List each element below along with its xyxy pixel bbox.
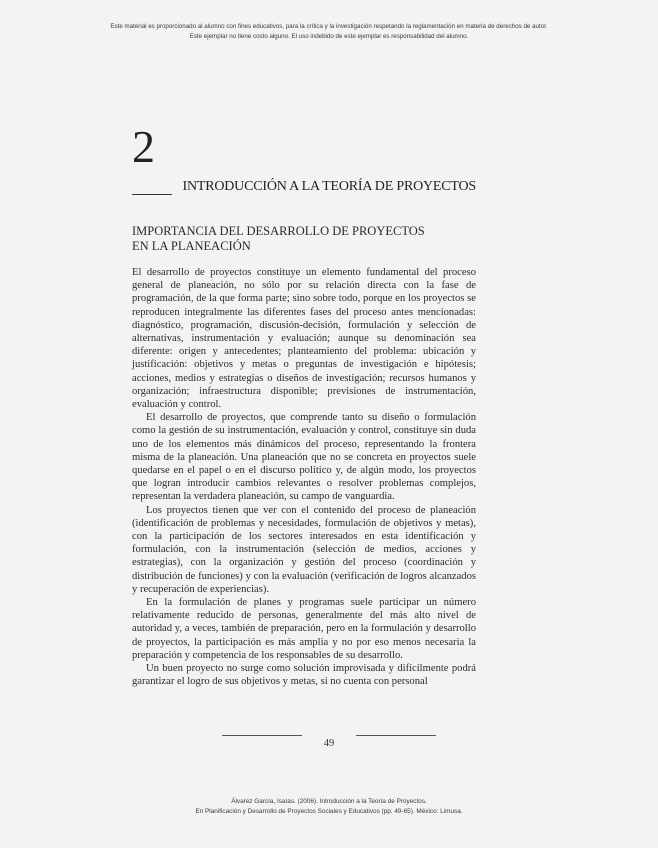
section-heading bbox=[132, 224, 476, 254]
citation-line-2: En Planificación y Desarrollo de Proyectos Sociales y Educativos (pp. 49-65). México: Limusa. bbox=[195, 808, 463, 815]
footer-rule-right bbox=[356, 735, 436, 736]
copyright-notice bbox=[0, 22, 658, 42]
section-heading-line-2: EN LA PLANEACIÓN bbox=[132, 239, 251, 253]
copyright-notice-line-1: Este material es proporcionado al alumno con fines educativos, para la crítica y la investigación respetando la reglamentación en materia de derechos de autor. bbox=[110, 23, 548, 30]
citation bbox=[0, 797, 658, 817]
chapter-number: 2 bbox=[132, 121, 155, 172]
section-heading-line-1: IMPORTANCIA DEL DESARROLLO DE PROYECTOS bbox=[132, 224, 425, 238]
paragraph: El desarrollo de proyectos constituye un elemento fundamental del proceso general de planeación, no sólo por su relación directa con la fase de programación, de la que forma parte; sino sobre todo, porque en los proyectos se reproducen integralmente las diferentes fases del proceso antes mencionadas: diagnóstico, programación, discusión-decisión, formulación y selección de alternativas, instrumentación y evaluación; aunque su denominación sea diferente: origen y antecedentes; planteamiento del problema: ubicación y justificación: objetivos y metas o preguntas de investigación e hipótesis; acciones, medios y estrategias o diseños de investigación; recursos humanos y organización; infraestructura disponible; previsiones de instrumentación, evaluación y control. bbox=[132, 267, 476, 411]
chapter-title: INTRODUCCIÓN A LA TEORÍA DE PROYECTOS bbox=[172, 179, 476, 195]
body-text bbox=[132, 266, 476, 689]
paragraph: En la formulación de planes y programas suele participar un número relativamente reducido de personas, generalmente del más alto nivel de autoridad y, a veces, también de preparación, pero en la formulación y desarrollo de proyectos, la participación es más amplia y no por eso menos necesaria la preparación y competencia de los responsables de su desarrollo. bbox=[132, 597, 476, 661]
paragraph: Los proyectos tienen que ver con el contenido del proceso de planeación (identificación de problemas y necesidades, formulación de objetivos y metas), con la participación de los sectores interesados en esta identificación y formulación, con la instrumentación (selección de medios, acciones y estrategias), con la organización y gestión del proceso (coordinación y distribución de funciones) y con la evaluación (verificación de logros alcanzados y recuperación de experiencias). bbox=[132, 504, 476, 595]
paragraph: El desarrollo de proyectos, que comprende tanto su diseño o formulación como la gestión de su instrumentación, evaluación y control, constituye sin duda uno de los elementos más dinámicos del proceso, representando la frontera misma de la planeación. Una planeación que no se concreta en proyectos suele quedarse en el papel o en el discurso político y, de algún modo, los proyectos que logran introducir cambios relevantes o resolver problemas complejos, representan la verdadera planeación, su campo de vanguardia. bbox=[132, 412, 476, 503]
copyright-notice-line-2: Este ejemplar no tiene costo alguno. El uso indebido de este ejemplar es responsabilidad del alumno. bbox=[189, 33, 469, 40]
footer-rule-left bbox=[222, 735, 302, 736]
page-number: 49 bbox=[323, 738, 335, 749]
paragraph: Un buen proyecto no surge como solución improvisada y difícilmente podrá garantizar el logro de sus objetivos y metas, si no cuenta con personal bbox=[132, 663, 476, 688]
citation-line-1: Álvarez García, Isaías. (2006). Introducción a la Teoría de Proyectos. bbox=[231, 798, 427, 805]
